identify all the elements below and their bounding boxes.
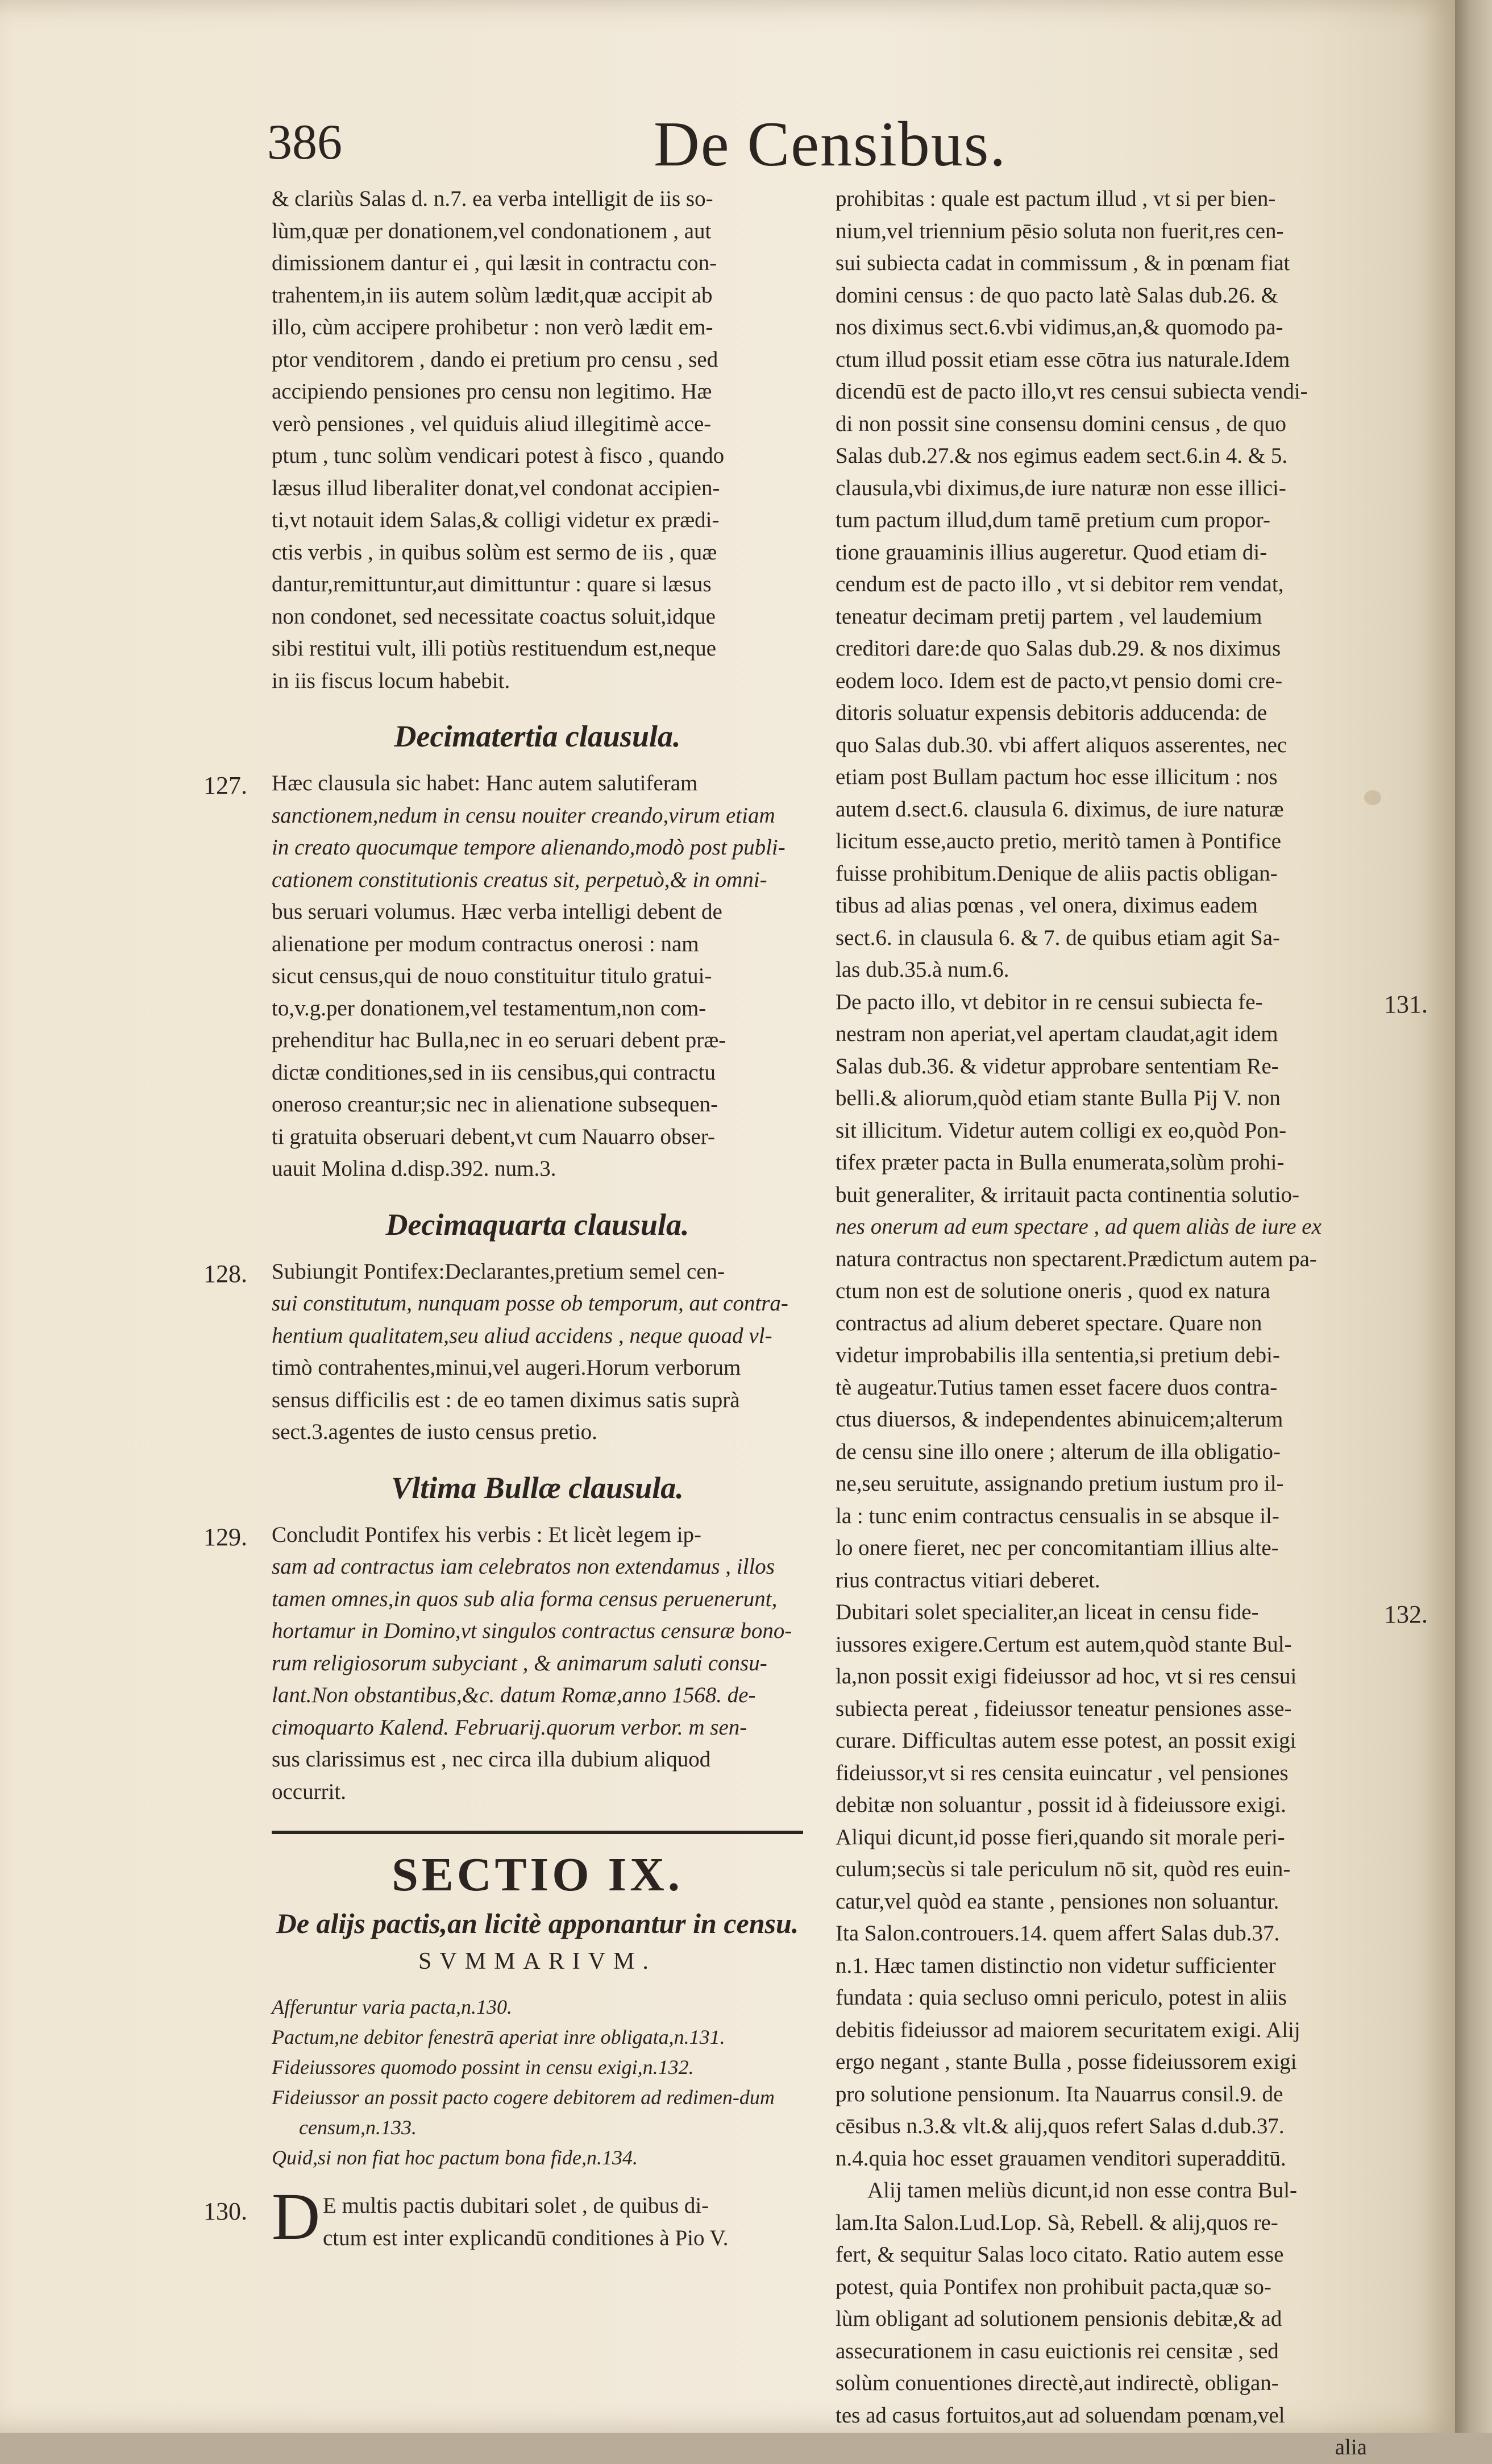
margin-number-129: 129.: [203, 1523, 247, 1551]
paragraph-128: 128. Subiungit Pontifex:Declarantes,pretium semel cen- sui constitutum, nunquam posse ob temporum, aut contra- hentium qualitatem,seu aliud accidens , neque quoad vl- timò contrahentes,minui,vel augeri.Horum verborum sensus difficilis est : de eo tamen diximus satis suprà sect.3.agentes de iusto census pretio.: [203, 1259, 788, 1444]
heading-decimatertia: Decimatertia clausula.: [394, 719, 681, 753]
margin-number-128: 128.: [203, 1259, 247, 1288]
drop-cap: D: [272, 2179, 321, 2254]
right-column: [836, 183, 1428, 2464]
section-rule: [272, 1831, 803, 1834]
page-header: [267, 102, 1375, 180]
summarium-title: SVMMARIVM.: [418, 1948, 656, 1974]
summarium-item: Fideiussor an possit pacto cogere debitorem ad redimen-dum censum,n.133.: [272, 2086, 775, 2139]
paragraph-130: 130. D E multis pactis dubitari solet , de quibus di- ctum est inter explicandū conditiones à Pio V.: [203, 2179, 729, 2254]
paragraph-intro: & clariùs Salas d. n.7. ea verba intelligit de iis so- lùm,quæ per donationem,vel condonationem , aut dimissionem dantur ei , qui læsit in contractu con- trahentem,in iis autem solùm lædit,quæ accipit ab illo, cùm accipere prohibetur : non verò lædit em- ptor venditorem , dando ei pretium pro censu , sed accipiendo pensiones pro censu non legitimo. Hæ verò pensiones , vel quiduis aliud illegitimè acce- ptum , tunc solùm vendicari potest à fisco , quando læsus illud liberaliter donat,vel condonat accipien- ti,vt notauit idem Salas,& colligi videtur ex prædi- ctis verbis , in quibus solùm est sermo de iis , quæ dantur,remittuntur,aut dimittuntur : quare si læsus non condonet, sed necessitate coactus soluit,idque sibi restitui vult, illi potiùs restituendum est,neque in iis fiscus locum habebit.: [272, 186, 725, 693]
paragraph-132: 132. Dubitari solet specialiter,an liceat in censu fide- iussores exigere.Certum est autem,quòd stante Bul- la,non possit exigi fideiussor ad hoc, vt si res censui subiecta pereat , fideiussor teneatur pensiones asse- curare. Difficultas autem esse potest, an possit exigi fideiussor,vt si res censita euincatur , vel pensiones debitæ non soluantur , possit id à fideiussore exigi. Aliqui dicunt,id posse fieri,quando sit morale peri- culum;secùs si tale periculum nō sit, quòd res euin- catur,vel quòd ea stante , pensiones non soluantur. Ita Salon.controuers.14. quem affert Salas dub.37. n.1. Hæc tamen distinctio non videtur sufficienter fundata : quia secluso omni periculo, potest in aliis debitis fideiussor ad maiorem securitatem exigi. Alij ergo negant , stante Bulla , posse fideiussorem exigi pro solutione pensionum. Ita Nauarrus consil.9. de cēsibus n.3.& vlt.& alij,quos refert Salas d.dub.37. n.4.quia hoc esset grauamen venditori superadditū.: [836, 1600, 1428, 2171]
paragraph-continued: prohibitas : quale est pactum illud , vt si per bien- nium,vel triennium pēsio soluta non fuerit,res cen- sui subiecta cadat in commissum , & in pœnam fiat domini census : de quo pacto latè Salas dub.26. & nos diximus sect.6.vbi vidimus,an,& quomodo pa- ctum illud possit etiam esse cōtra ius naturale.Idem dicendū est de pacto illo,vt res censui subiecta vendi- di non possit sine consensu domini census , de quo Salas dub.27.& nos egimus eadem sect.6.in 4. & 5. clausula,vbi diximus,de iure naturæ non esse illici- tum pactum illud,dum tamē pretium cum propor- tione grauaminis illius augeretur. Quod etiam di- cendum est de pacto illo , vt si debitor rem vendat, teneatur decimam pretij partem , vel laudemium creditori dare:de quo Salas dub.29. & nos diximus eodem loco. Idem est de pacto,vt pensio domi cre- ditoris soluatur expensis debitoris adducenda: de quo Salas dub.30. vbi affert aliquos asserentes, nec etiam post Bullam pactum hoc esse illicitum : nos autem d.sect.6. clausula 6. diximus, de iure naturæ licitum esse,aucto pretio, meritò tamen à Pontifice fuisse prohibitum.Denique de aliis pactis obligan- tibus ad alias pœnas , vel onera, diximus eadem sect.6. in clausula 6. & 7. de quibus etiam agit Sa- las dub.35.à num.6.: [836, 186, 1308, 982]
left-column: [203, 183, 803, 2254]
page-number: 386: [267, 115, 342, 170]
paragraph-alij: Alij tamen meliùs dicunt,id non esse contra Bul- lam.Ita Salon.Lud.Lop. Sà, Rebell. & alij,quos re- fert, & sequitur Salas loco citato. Ratio autem esse potest, quia Pontifex non prohibuit pacta,quæ so- lùm obligant ad solutionem pensionis debitæ,& ad assecurationem in casu euictionis rei censitæ , sed solùm conuentiones directè,aut indirectè, obligan- tes ad casus fortuitos,aut ad soluendam pœnam,vel: [836, 2178, 1298, 2428]
heading-vltima: Vltima Bullæ clausula.: [391, 1470, 684, 1505]
heading-decimaquarta: Decimaquarta clausula.: [385, 1207, 689, 1242]
section-title: De alijs pactis,an licitè apponantur in censu.: [276, 1907, 799, 1939]
summarium-item: Afferuntur varia pacta,n.130.: [272, 1996, 512, 2018]
margin-number-131: 131.: [1384, 990, 1428, 1018]
section-heading: SECTIO IX.: [392, 1848, 683, 1901]
summarium-item: Quid,si non fiat hoc pactum bona fide,n.134.: [272, 2146, 638, 2169]
margin-number-130: 130.: [203, 2197, 247, 2225]
summarium-item: Pactum,ne debitor fenestrā aperiat inre obligata,n.131.: [272, 2026, 725, 2048]
running-title: De Censibus.: [654, 109, 1007, 180]
margin-number-127: 127.: [203, 771, 247, 799]
paragraph-129: 129. Concludit Pontifex his verbis : Et licèt legem ip- sam ad contractus iam celebratos non extendamus , illos tamen omnes,in quos sub alia forma census peruenerunt, hortamur in Domino,vt singulos contractus censuræ bono- rum religiosorum subyciant , & animarum saluti consu- lant.Non obstantibus,&c. datum Romæ,anno 1568. de- cimoquarto Kalend. Februarij.quorum verbor. m sen- sus clarissimus est , nec circa illa dubium aliquod occurrit.: [203, 1522, 792, 1804]
summarium-list: [272, 1992, 803, 2173]
page-edge: [1455, 0, 1492, 2433]
paragraph-127: 127. Hæc clausula sic habet: Hanc autem salutiferam sanctionem,nedum in censu nouiter creando,virum etiam in creato quocumque tempore alienando,modò post publi- cationem constitutionis creatus sit, perpetuò,& in omni- bus seruari volumus. Hæc verba intelligi debent de alienatione per modum contractus onerosi : nam sicut census,qui de nouo constituitur titulo gratui- to,v.g.per donationem,vel testamentum,non com- prehenditur hac Bulla,nec in eo seruari debent præ- dictæ conditiones,sed in iis censibus,qui contractu oneroso creantur;sic nec in alienatione subsequen- ti gratuita obseruari debent,vt cum Nauarro obser- uauit Molina d.disp.392. num.3.: [203, 771, 786, 1181]
margin-number-132: 132.: [1384, 1600, 1428, 1628]
summarium-item: Fideiussores quomodo possint in censu exigi,n.132.: [272, 2056, 694, 2079]
paragraph-131: 131. De pacto illo, vt debitor in re censui subiecta fe- nestram non aperiat,vel apertam claudat,agit idem Salas dub.36. & videtur approbare sententiam Re- belli.& aliorum,quòd etiam stante Bulla Pij V. non sit illicitum. Videtur autem colligi ex eo,quòd Pon- tifex præter pacta in Bulla enumerata,solùm prohi- buit generaliter, & irritauit pacta continentia solutio- nes onerum ad eum spectare , ad quem aliàs de iure ex natura contractus non spectarent.Prædictum autem pa- ctum non est de solutione oneris , quod ex natura contractus ad alium deberet spectare. Quare non videtur improbabilis illa sententia,si pretium debi- tè augeatur.Tutius tamen esset facere duos contra- ctus diuersos, & independentes abinuicem;alterum de censu sine illo onere ; alterum de illa obligatio- ne,seu seruitute, assignando pretium iustum pro il- la : tunc enim contractus censualis in se absque il- lo onere fieret, nec per concomitantiam illius alte- rius contractus vitiari deberet.: [836, 989, 1428, 1592]
catchword: alia: [1335, 2435, 1367, 2459]
